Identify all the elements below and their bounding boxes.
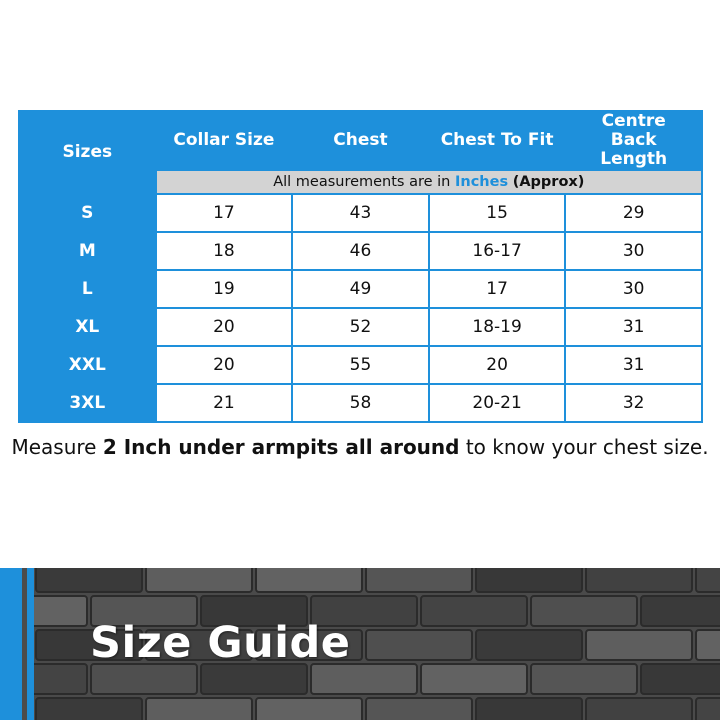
- brick: [311, 664, 417, 694]
- brick: [36, 698, 142, 720]
- brick: [146, 568, 252, 592]
- size-cell: S: [19, 194, 156, 232]
- back-length-cell: 30: [565, 270, 702, 308]
- collar-cell: 20: [156, 346, 293, 384]
- chest-to-fit-cell: 17: [429, 270, 566, 308]
- brick: [146, 698, 252, 720]
- collar-cell: 19: [156, 270, 293, 308]
- brick: [696, 698, 720, 720]
- collar-cell: 20: [156, 308, 293, 346]
- brick: [366, 698, 472, 720]
- size-chart-table: [18, 110, 703, 423]
- brick: [586, 568, 692, 592]
- brick: [256, 568, 362, 592]
- size-cell: M: [19, 232, 156, 270]
- chest-cell: 43: [292, 194, 429, 232]
- back-length-cell: 32: [565, 384, 702, 422]
- brick: [256, 698, 362, 720]
- brick: [476, 568, 582, 592]
- size-row: [19, 308, 702, 346]
- chest-cell: 52: [292, 308, 429, 346]
- brick: [641, 664, 720, 694]
- brick: [366, 568, 472, 592]
- chest-cell: 58: [292, 384, 429, 422]
- brick: [201, 664, 307, 694]
- size-row: [19, 384, 702, 422]
- chest-to-fit-cell: 18-19: [429, 308, 566, 346]
- brick: [476, 630, 582, 660]
- size-cell: 3XL: [19, 384, 156, 422]
- size-rows: [19, 194, 702, 422]
- brick: [531, 664, 637, 694]
- back-length-cell: 29: [565, 194, 702, 232]
- header-chest: Chest: [292, 111, 429, 170]
- collar-cell: 17: [156, 194, 293, 232]
- accent-stripe-thin: [27, 568, 34, 720]
- brick: [696, 630, 720, 660]
- size-cell: XL: [19, 308, 156, 346]
- note-approx: (Approx): [512, 174, 585, 190]
- brick: [421, 596, 527, 626]
- brick: [34, 596, 87, 626]
- back-length-cell: 30: [565, 232, 702, 270]
- brick: [91, 664, 197, 694]
- brick: [366, 630, 472, 660]
- size-row: [19, 346, 702, 384]
- chest-to-fit-cell: 16-17: [429, 232, 566, 270]
- header-centre-back-length: Centre Back Length: [565, 111, 702, 170]
- header-sizes: Sizes: [19, 111, 156, 194]
- chest-to-fit-cell: 15: [429, 194, 566, 232]
- size-row: [19, 270, 702, 308]
- size-cell: L: [19, 270, 156, 308]
- note-unit: Inches: [454, 174, 509, 190]
- back-length-cell: 31: [565, 308, 702, 346]
- accent-stripe: [0, 568, 22, 720]
- brick: [641, 596, 720, 626]
- banner-title: Size Guide: [90, 618, 351, 668]
- note-prefix: All measurements are in: [273, 174, 455, 190]
- brick: [531, 596, 637, 626]
- brick: [421, 664, 527, 694]
- size-cell: XXL: [19, 346, 156, 384]
- collar-cell: 21: [156, 384, 293, 422]
- chest-cell: 49: [292, 270, 429, 308]
- brick: [34, 664, 87, 694]
- brick: [586, 698, 692, 720]
- size-row: [19, 194, 702, 232]
- header-collar-size: Collar Size: [156, 111, 293, 170]
- brick: [36, 568, 142, 592]
- measurement-note: [156, 170, 702, 194]
- brick: [586, 630, 692, 660]
- measurement-instruction: Measure 2 Inch under armpits all around to know your chest size.: [11, 435, 709, 459]
- collar-cell: 18: [156, 232, 293, 270]
- chest-cell: 55: [292, 346, 429, 384]
- header-chest-to-fit: Chest To Fit: [429, 111, 566, 170]
- brick: [696, 568, 720, 592]
- brick: [476, 698, 582, 720]
- chest-to-fit-cell: 20: [429, 346, 566, 384]
- chest-cell: 46: [292, 232, 429, 270]
- chest-to-fit-cell: 20-21: [429, 384, 566, 422]
- back-length-cell: 31: [565, 346, 702, 384]
- size-row: [19, 232, 702, 270]
